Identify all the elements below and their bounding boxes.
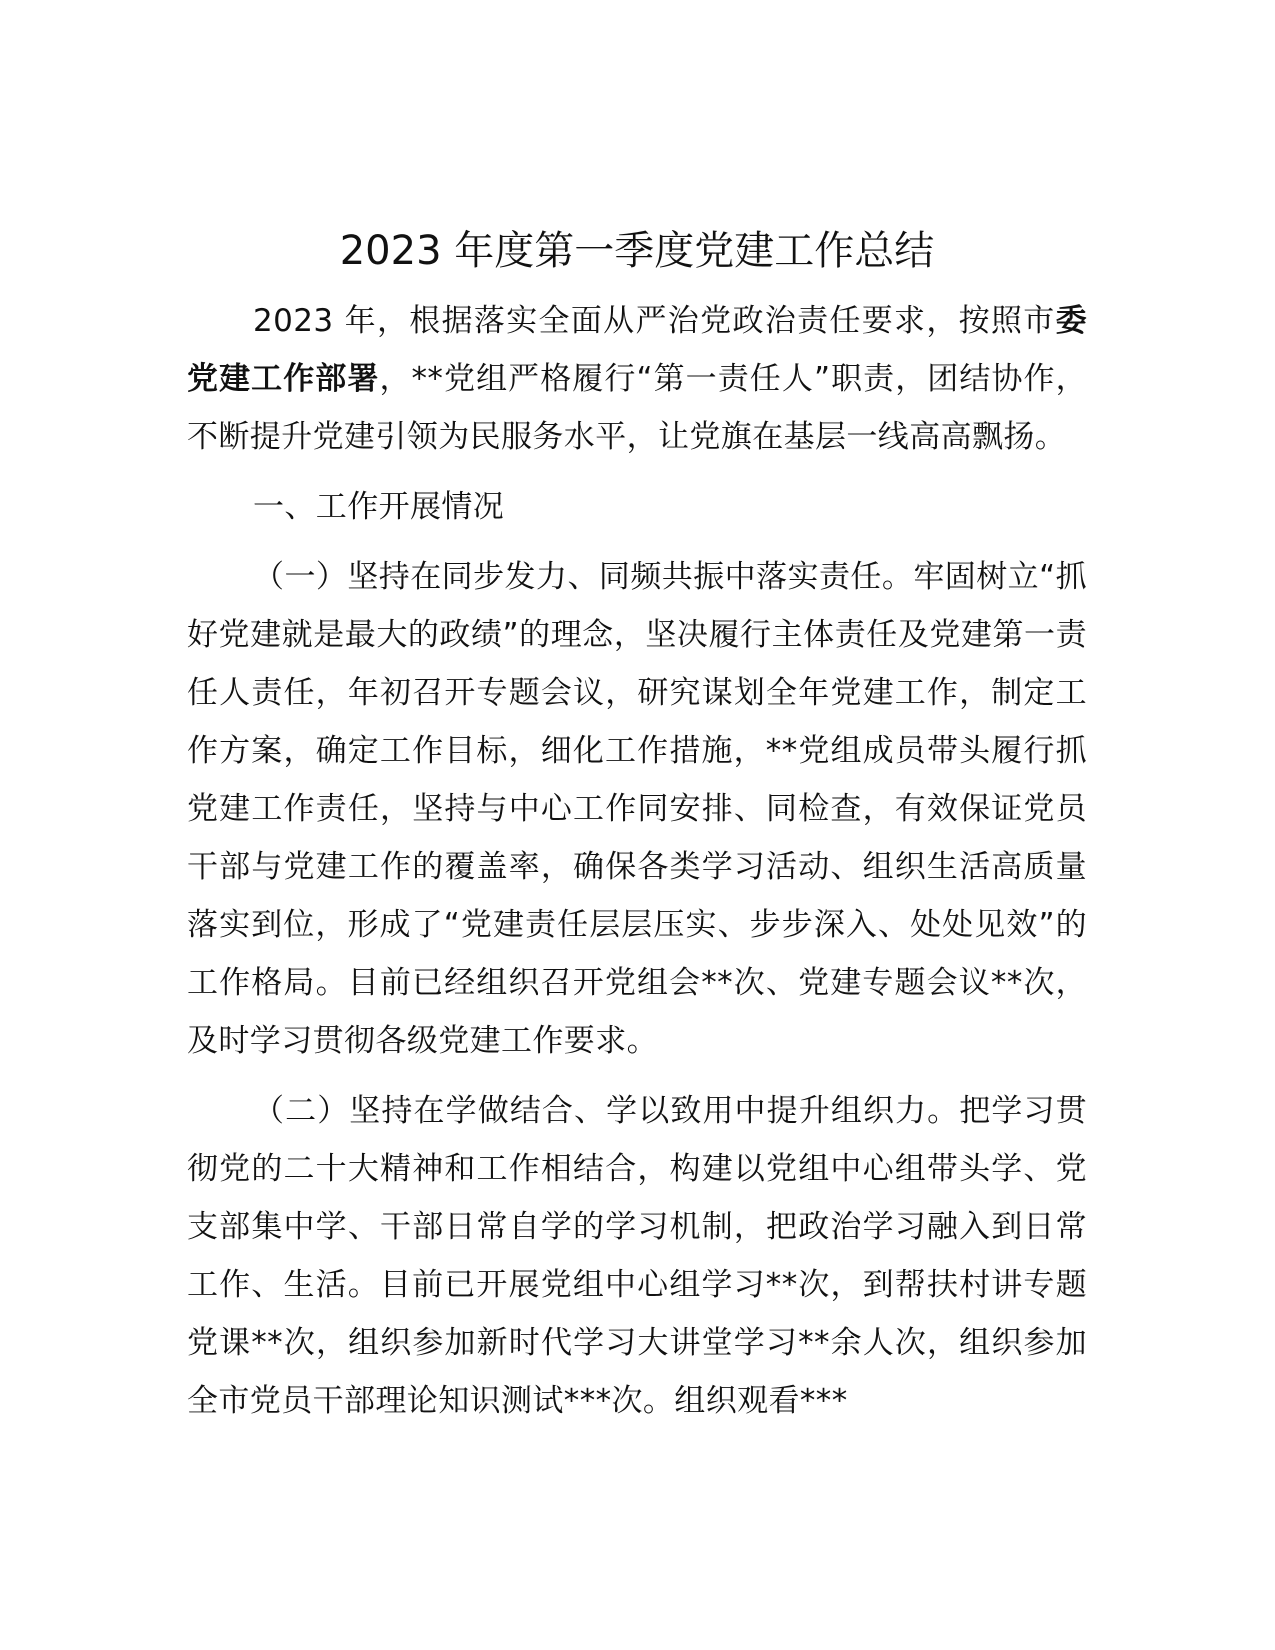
intro-paragraph — [187, 292, 1087, 466]
intro-text-end: ，**党组严格履行“第一责任人”职责，团结协作，不断提升党建引领为民服务水平，让党旗在基层一线高高飘扬。 — [187, 361, 1088, 455]
intro-text-start: 2023 年，根据落实全面从严治党政治责任要求，按照市 — [253, 303, 1056, 339]
paragraph-one: （一）坚持在同步发力、同频共振中落实责任。牢固树立“抓好党建就是最大的政绩”的理念，坚决履行主体责任及党建第一责任人责任，年初召开专题会议，研究谋划全年党建工作，制定工作方案，确定工作目标，细化工作措施，**党组成员带头履行抓党建工作责任，坚持与中心工作同安排、同检查，有效保证党员干部与党建工作的覆盖率，确保各类学习活动、组织生活高质量落实到位，形成了“党建责任层层压实、步步深入、处处见效”的工作格局。目前已经组织召开党组会**次、党建专题会议**次，及时学习贯彻各级党建工作要求。 — [187, 559, 1087, 1059]
section-heading: 一、工作开展情况 — [253, 489, 505, 525]
paragraph-two: （二）坚持在学做结合、学以致用中提升组织力。把学习贯彻党的二十大精神和工作相结合，构建以党组中心组带头学、党支部集中学、干部日常自学的学习机制，把政治学习融入到日常工作、生活。目前已开展党组中心组学习**次，到帮扶村讲专题党课**次，组织参加新时代学习大讲堂学习**余人次，组织参加全市党员干部理论知识测试***次。组织观看*** — [187, 1093, 1087, 1419]
document-title: 2023 年度第一季度党建工作总结 — [339, 228, 935, 274]
document-body — [187, 222, 1087, 1430]
intro-text-bold: 委党建工作部署 — [187, 303, 1087, 397]
